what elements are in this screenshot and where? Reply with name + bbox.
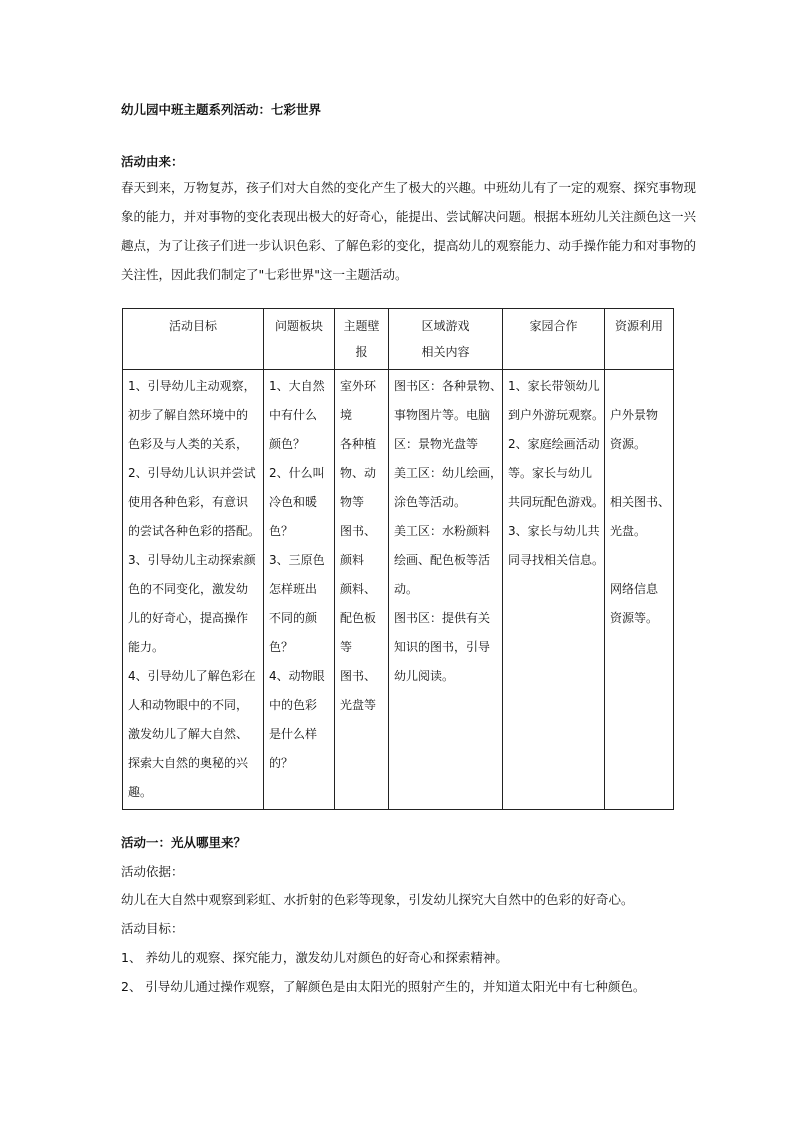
header-area (389, 309, 503, 370)
header-resources: 资源利用 (605, 309, 674, 370)
cell-line: 3、引导幼儿主动探索颜 (128, 553, 256, 567)
cell-line: 1、引导幼儿主动观察， (128, 379, 256, 393)
activity1-goals-label: 活动目标： (121, 921, 184, 936)
cell-line: 3、家长与幼儿共 (508, 524, 600, 538)
paragraph-line: 趣点，为了让孩子们进一步认识色彩、了解色彩的变化，提高幼儿的观察能力、动手操作能力和对事物的 (121, 238, 697, 253)
cell-resources (605, 370, 674, 810)
spacer (610, 372, 668, 401)
cell-line: 光盘等 (340, 698, 377, 712)
activity1-goal-1: 1、 养幼儿的观察、探究能力，激发幼儿对颜色的好奇心和探索精神。 (121, 950, 508, 965)
resource-line: 资源。 (610, 437, 647, 451)
header-wall-line: 主题壁 (343, 319, 380, 333)
cell-goals (123, 370, 264, 810)
activity1-heading: 活动一：光从哪里来？ (121, 835, 247, 850)
cell-home (503, 370, 605, 810)
cell-line: 各种植 (340, 437, 377, 451)
table-header-row (123, 309, 674, 370)
spacer (610, 546, 668, 575)
paragraph-line: 春天到来，万物复苏，孩子们对大自然的变化产生了极大的兴趣。中班幼儿有了一定的观察、探究事物现 (121, 180, 697, 195)
paragraph-line: 象的能力，并对事物的变化表现出极大的好奇心，能提出、尝试解决问题。根据本班幼儿关注颜色这一兴 (121, 209, 697, 224)
cell-line: 趣。 (128, 785, 153, 799)
cell-line: 是什么样 (269, 727, 318, 741)
resource-line: 相关图书、 (610, 495, 671, 509)
cell-line: 能力。 (128, 640, 165, 654)
cell-line: 同寻找相关信息。 (508, 553, 605, 567)
cell-line: 色的不同变化，激发幼 (128, 582, 249, 596)
cell-line: 事物图片等。电脑 (394, 408, 491, 422)
cell-line: 颜料、 (340, 582, 377, 596)
header-wall (335, 309, 389, 370)
cell-line: 图书、 (340, 669, 377, 683)
cell-area (389, 370, 503, 810)
header-goals: 活动目标 (123, 309, 264, 370)
cell-line: 色彩及与人类的关系， (128, 437, 249, 451)
cell-line: 动。 (394, 582, 419, 596)
cell-line: 图书区：提供有关 (394, 611, 491, 625)
cell-line: 2、什么叫 (269, 466, 325, 480)
cell-line: 激发幼儿了解大自然、 (128, 727, 249, 741)
cell-line: 4、动物眼 (269, 669, 325, 683)
header-home: 家园合作 (503, 309, 605, 370)
cell-line: 色？ (269, 524, 294, 538)
cell-line: 物、动 (340, 466, 377, 480)
resource-line: 网络信息 (610, 582, 659, 596)
cell-line: 物等 (340, 495, 365, 509)
cell-line: 配色板 (340, 611, 377, 625)
cell-line: 颜色？ (269, 437, 306, 451)
cell-line: 初步了解自然环境中的 (128, 408, 249, 422)
cell-line: 探索大自然的奥秘的兴 (128, 756, 249, 770)
cell-line: 2、引导幼儿认识并尝试 (128, 466, 256, 480)
origin-paragraph (121, 173, 697, 289)
cell-line: 室外环 (340, 379, 377, 393)
cell-line: 颜料 (340, 553, 365, 567)
header-area-line: 相关内容 (421, 345, 470, 359)
theme-plan-table (122, 308, 674, 810)
cell-line: 绘画、配色板等活 (394, 553, 491, 567)
activity1-basis-text: 幼儿在大自然中观察到彩虹、水折射的色彩等现象，引发幼儿探究大自然中的色彩的好奇心。 (121, 892, 634, 907)
cell-line: 不同的颜 (269, 611, 318, 625)
cell-line: 儿的好奇心，提高操作 (128, 611, 249, 625)
cell-line: 人和动物眼中的不同， (128, 698, 249, 712)
activity1-basis-label: 活动依据： (121, 864, 184, 879)
cell-line: 怎样班出 (269, 582, 318, 596)
paragraph-line: 关注性，因此我们制定了"七彩世界"这一主题活动。 (121, 267, 408, 282)
cell-line: 美工区：水粉颜料 (394, 524, 491, 538)
header-wall-line: 报 (355, 345, 368, 359)
header-questions: 问题板块 (264, 309, 335, 370)
cell-line: 涂色等活动。 (394, 495, 467, 509)
cell-line: 共同玩配色游戏。 (508, 495, 605, 509)
cell-line: 境 (340, 408, 353, 422)
cell-line: 中有什么 (269, 408, 318, 422)
cell-line: 知识的图书，引导 (394, 640, 491, 654)
cell-line: 区：景物光盘等 (394, 437, 479, 451)
resource-line: 户外景物 (610, 408, 659, 422)
cell-line: 的尝试各种色彩的搭配。 (128, 524, 261, 538)
cell-line: 1、家长带领幼儿 (508, 379, 600, 393)
cell-line: 使用各种色彩，有意识 (128, 495, 249, 509)
cell-line: 等 (340, 640, 353, 654)
cell-line: 美工区：幼儿绘画， (394, 466, 503, 480)
cell-questions (264, 370, 335, 810)
table-body-row (123, 370, 674, 810)
resource-line: 资源等。 (610, 611, 659, 625)
spacer (610, 459, 668, 488)
cell-wall (335, 370, 389, 810)
cell-line: 等。家长与幼儿 (508, 466, 593, 480)
cell-line: 图书、 (340, 524, 377, 538)
cell-line: 冷色和暖 (269, 495, 318, 509)
cell-line: 色？ (269, 640, 294, 654)
activity1-goal-2: 2、 引导幼儿通过操作观察，了解颜色是由太阳光的照射产生的，并知道太阳光中有七种颜色。 (121, 979, 646, 994)
document-title: 幼儿园中班主题系列活动：七彩世界 (121, 102, 322, 117)
origin-heading: 活动由来： (121, 154, 184, 169)
cell-line: 中的色彩 (269, 698, 318, 712)
header-area-line: 区域游戏 (421, 319, 470, 333)
cell-line: 的？ (269, 756, 294, 770)
resource-line: 光盘。 (610, 524, 647, 538)
cell-line: 4、引导幼儿了解色彩在 (128, 669, 256, 683)
cell-line: 图书区：各种景物、 (394, 379, 503, 393)
cell-line: 到户外游玩观察。 (508, 408, 605, 422)
cell-line: 幼儿阅读。 (394, 669, 455, 683)
cell-line: 3、三原色 (269, 553, 325, 567)
cell-line: 1、大自然 (269, 379, 325, 393)
cell-line: 2、家庭绘画活动 (508, 437, 600, 451)
